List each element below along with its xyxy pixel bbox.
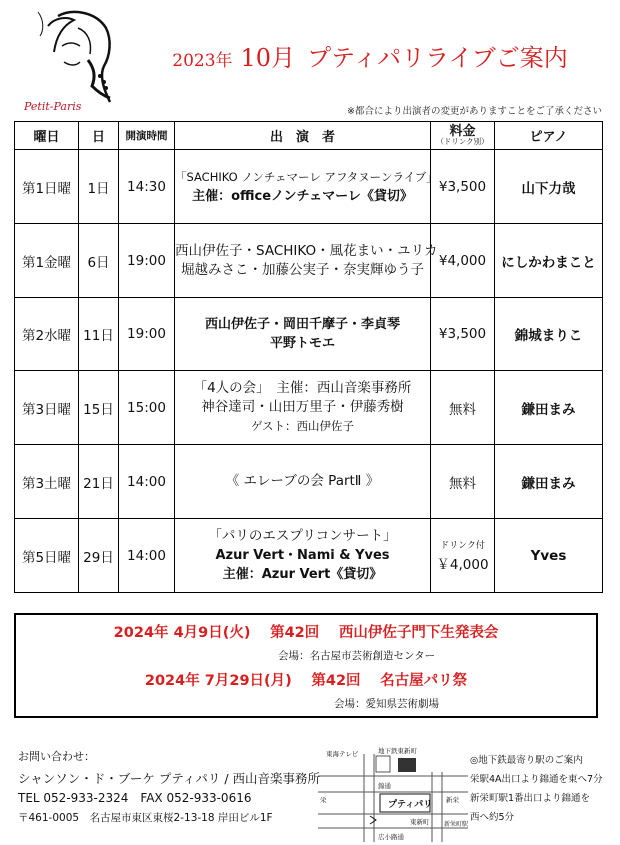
row-performers	[175, 445, 431, 519]
petit-paris-logo	[18, 6, 126, 118]
performer-line: 主催：Azur Vert《貸切》	[222, 567, 383, 582]
row-price	[431, 519, 495, 593]
map-label-venue: プティパリ	[388, 800, 433, 810]
row-performers	[175, 224, 438, 298]
performer-line: 神谷達司・山田万里子・伊藤秀樹	[201, 399, 404, 415]
event-name: 名古屋パリ祭	[380, 673, 468, 689]
event-name: 西山伊佐子門下生発表会	[338, 625, 499, 641]
header-date: 日	[79, 122, 119, 150]
performer-line: 「SACHIKO ノンチェマーレ アフタヌーンライブ」	[175, 169, 438, 184]
row-performers	[175, 519, 431, 593]
directions-line: 新栄町駅1番出口より錦通を	[470, 793, 591, 804]
row-time: 15:00	[119, 371, 175, 445]
title-text: プティパリライブご案内	[307, 44, 568, 72]
map-label-shinsakae-machi: 新栄町駅	[444, 821, 468, 828]
address: 〒461-0005 名古屋市東区東桜2-13-18 岸田ビル1F	[18, 812, 273, 824]
header-time: 開演時間	[119, 122, 175, 150]
header-day: 曜日	[15, 122, 79, 150]
row-performers	[175, 150, 438, 224]
map-label-higashi-shincho: 東新町	[410, 818, 430, 826]
header-performers: 出 演 者	[175, 122, 431, 150]
header-piano: ピアノ	[495, 122, 603, 150]
row-date: 6日	[79, 224, 119, 298]
row-price: 無料	[431, 371, 495, 445]
directions-line: 西へ約5分	[470, 812, 515, 823]
row-price: ¥3,500	[431, 298, 495, 371]
row-piano: Yves	[495, 519, 603, 593]
performer-line: 西山伊佐子・SACHIKO・風花まい・ユリカ	[175, 242, 438, 259]
row-performers	[175, 298, 431, 371]
row-date: 15日	[79, 371, 119, 445]
title-year: 2023年	[172, 51, 233, 71]
row-piano: 山下力哉	[495, 150, 603, 224]
performer-line: 「パリのエスプリコンサート」	[208, 528, 397, 544]
performer-line: 平野トモエ	[269, 336, 335, 351]
price-note: ドリンク付	[440, 540, 485, 551]
map-label-tv: 東海テレビ	[326, 750, 359, 758]
table-row	[15, 371, 603, 445]
table-row	[15, 445, 603, 519]
table-row	[15, 224, 603, 298]
row-day: 第5日曜	[15, 519, 79, 593]
contact-label: お問い合わせ：	[18, 750, 95, 763]
event-date: 2024年 4月9日(火)	[113, 625, 251, 641]
row-piano: にしかわまこと	[495, 224, 603, 298]
row-time: 14:00	[119, 519, 175, 593]
directions-line: 栄駅4A出口より錦通を東へ7分	[470, 774, 603, 785]
event-number: 第42回	[270, 625, 320, 641]
event-line	[16, 621, 596, 642]
header-price	[431, 122, 495, 150]
performer-line: 《 エレーブの会 PartⅡ 》	[225, 473, 380, 489]
performer-line: 主催：officeノンチェマーレ《貸切》	[192, 188, 413, 204]
row-price: ¥4,000	[431, 224, 495, 298]
change-notice: ※都合により出演者の変更がありますことをご了承ください	[347, 106, 602, 117]
tel-fax: TEL 052-933-2324 FAX 052-933-0616	[18, 791, 252, 805]
row-price: 無料	[431, 445, 495, 519]
price-value: ￥4,000	[436, 556, 489, 573]
row-date: 21日	[79, 445, 119, 519]
row-time: 19:00	[119, 224, 175, 298]
row-price: ¥3,500	[431, 150, 495, 224]
table-header-row	[15, 122, 603, 150]
row-day: 第1金曜	[15, 224, 79, 298]
title-month: 10月	[240, 44, 296, 72]
performer-line: ゲスト：西山伊佐子	[250, 419, 355, 433]
logo-text: Petit-Paris	[24, 100, 82, 113]
map-label-hirokoji: 広小路通	[378, 833, 404, 841]
row-time: 14:00	[119, 445, 175, 519]
performer-line: 西山伊佐子・岡田千摩子・李貞琴	[204, 317, 400, 332]
row-date: 11日	[79, 298, 119, 371]
event-line	[16, 669, 596, 690]
map-label-sakae: 栄	[320, 796, 327, 804]
performer-line: 堀越みさこ・加藤公実子・奈実輝ゆう子	[181, 261, 424, 278]
table-row	[15, 298, 603, 371]
event-venue: 会場：名古屋市芸術創造センター	[278, 650, 436, 662]
page-title	[130, 38, 610, 78]
schedule-table	[14, 121, 603, 593]
performer-line: 「4人の会」 主催：西山音楽事務所	[193, 380, 412, 396]
performer-line: Azur Vert・Nami & Yves	[215, 548, 390, 563]
event-date: 2024年 7月29日(月)	[144, 673, 292, 689]
row-date: 1日	[79, 150, 119, 224]
row-date: 29日	[79, 519, 119, 593]
access-map	[318, 744, 468, 842]
row-day: 第2水曜	[15, 298, 79, 371]
map-label-kinshi: 錦通	[378, 782, 391, 790]
event-number: 第42回	[311, 673, 361, 689]
event-venue: 会場：愛知県芸術劇場	[334, 698, 439, 710]
header-price-sub: （ドリンク別）	[436, 137, 489, 146]
row-piano: 鎌田まみ	[495, 445, 603, 519]
row-piano: 錦城まりこ	[495, 298, 603, 371]
table-row	[15, 150, 603, 224]
directions-line: ◎地下鉄最寄り駅のご案内	[470, 755, 583, 766]
row-day: 第3土曜	[15, 445, 79, 519]
organization-name: シャンソン・ド・ブーケ プティパリ / 西山音楽事務所	[18, 771, 321, 786]
row-day: 第1日曜	[15, 150, 79, 224]
special-events-box	[14, 613, 598, 718]
map-label-shinsakae: 新栄	[446, 796, 459, 804]
header-price-label: 料金	[449, 124, 476, 139]
row-time: 19:00	[119, 298, 175, 371]
row-time: 14:30	[119, 150, 175, 224]
map-label-station: 地下鉄東新町	[378, 747, 417, 755]
row-performers	[175, 371, 431, 445]
row-piano: 鎌田まみ	[495, 371, 603, 445]
row-day: 第3日曜	[15, 371, 79, 445]
table-row	[15, 519, 603, 593]
